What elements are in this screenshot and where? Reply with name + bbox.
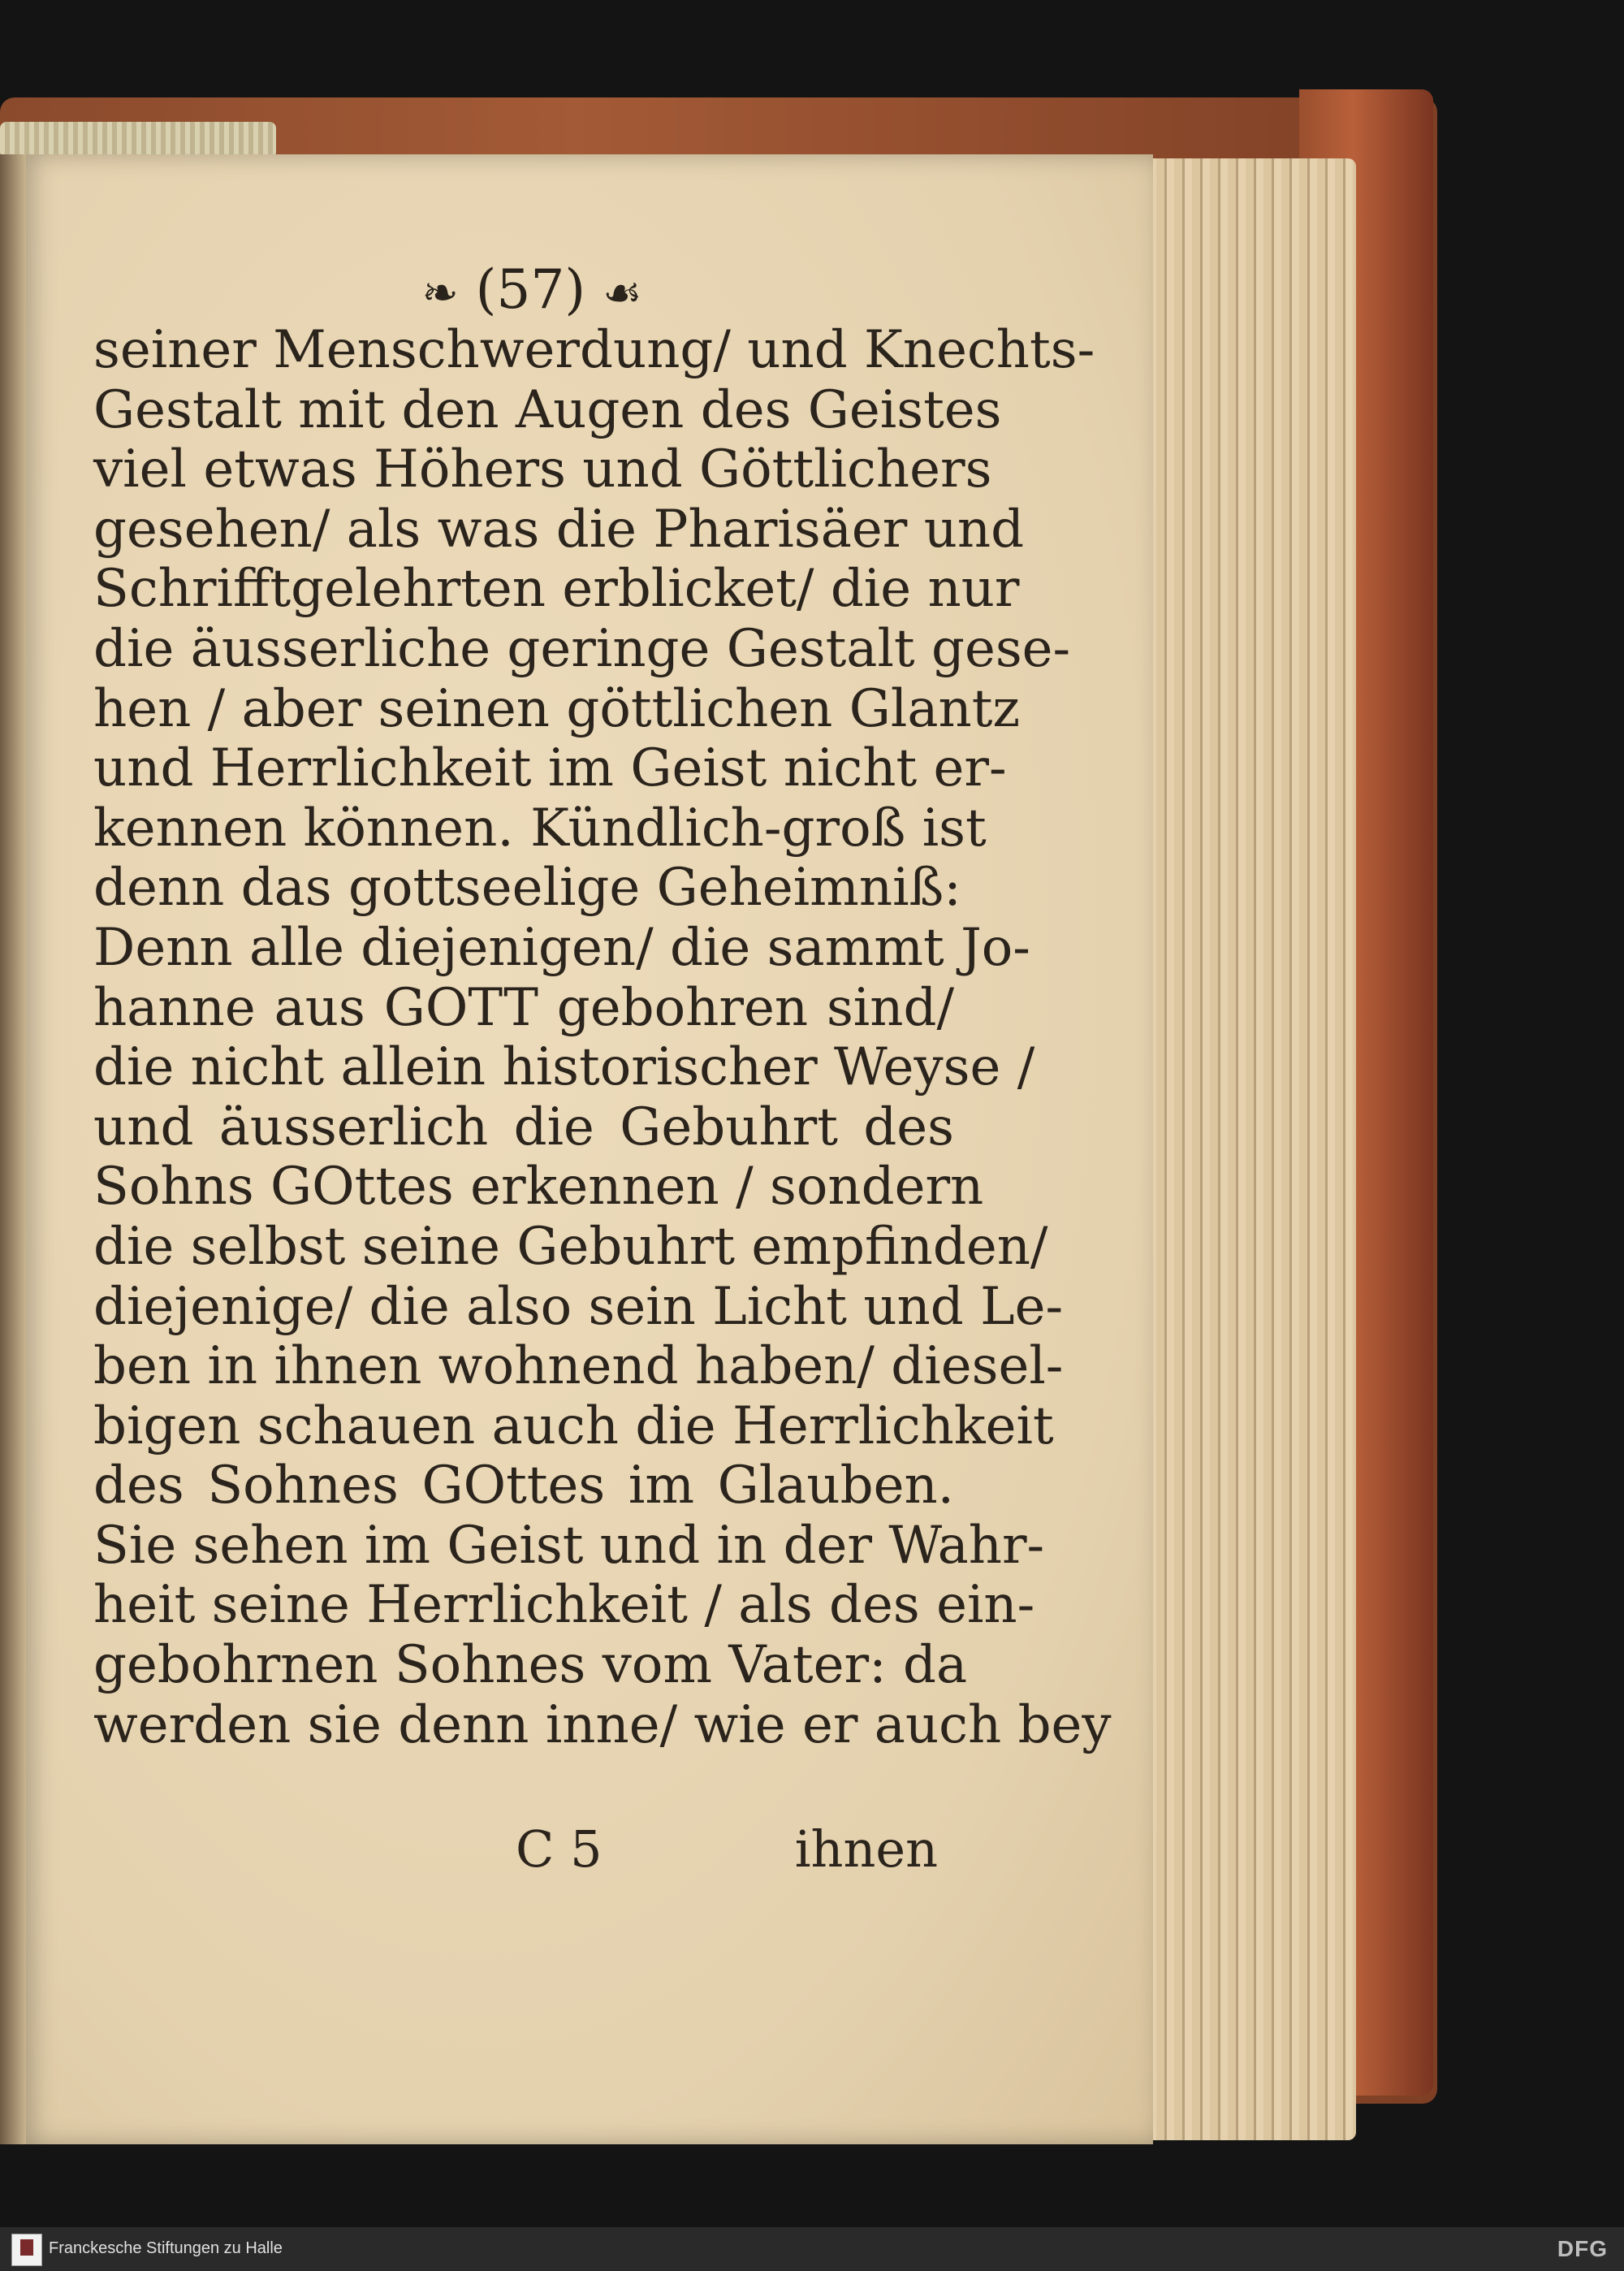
text-line: gesehen/ als was die Pharisäer und [93,499,1025,560]
page-footer [93,1819,938,1884]
text-line: hanne aus GOTT gebohren sind/ [93,977,954,1038]
text-line: Denn alle diejenigen/ die sammt Jo- [93,917,1030,978]
text-line: hen / aber seinen göttlichen Glantz [93,678,1021,739]
text-line: ben in ihnen wohnend haben/ diesel- [93,1336,1064,1397]
text-line: die selbst seine Gebuhrt empfinden/ [93,1216,1048,1277]
text-line: die nicht allein historischer Weyse / [93,1037,1035,1098]
book-spine-headband [0,122,276,158]
text-line: diejenige/ die also sein Licht und Le- [93,1276,1064,1337]
text-line: Gestalt mit den Augen des Geistes [93,379,1002,440]
institution-logo-icon [11,2234,42,2266]
page-edges [1121,158,1356,2140]
text-line: seiner Menschwerdung/ und Knechts- [93,320,1095,380]
text-line: heit seine Herrlichkeit / als des ein- [93,1575,1035,1636]
text-line: die äusserliche geringe Gestalt gese- [93,618,1071,679]
gutter-shadow [0,154,26,2144]
text-line: und äusserlich die Gebuhrt des [93,1097,954,1157]
catchword: ihnen [794,1819,938,1879]
page-number: (57) [475,258,586,321]
text-line: bigen schauen auch die Herrlichkeit [93,1395,1054,1456]
text-line: Schrifftgelehrten erblicket/ die nur [93,559,1020,620]
signature-mark: C 5 [516,1819,603,1879]
institution-name: Franckesche Stiftungen zu Halle [49,2239,283,2257]
viewer-footer-bar [0,2227,1624,2271]
text-line: und Herrlichkeit im Geist nicht er- [93,738,1007,799]
text-line: Sohns GOttes erkennen / sondern [93,1157,984,1218]
ornament-left-icon: ❧ [421,267,459,318]
text-line: des Sohnes GOttes im Glauben. [93,1456,954,1516]
text-line: denn das gottseelige Geheimniß: [93,858,961,919]
text-line: kennen können. Kündlich-groß ist [93,798,987,859]
text-line: werden sie denn inne/ wie er auch bey [93,1694,1112,1755]
dfg-logo: DFG [1557,2236,1608,2261]
body-text [93,320,1112,1755]
page-header [369,258,694,321]
text-line: gebohrnen Sohnes vom Vater: da [93,1635,968,1696]
text-line: viel etwas Höhers und Göttlichers [93,439,992,500]
text-line: Sie sehen im Geist und in der Wahr- [93,1515,1045,1576]
ornament-right-icon: ☙ [603,267,642,318]
